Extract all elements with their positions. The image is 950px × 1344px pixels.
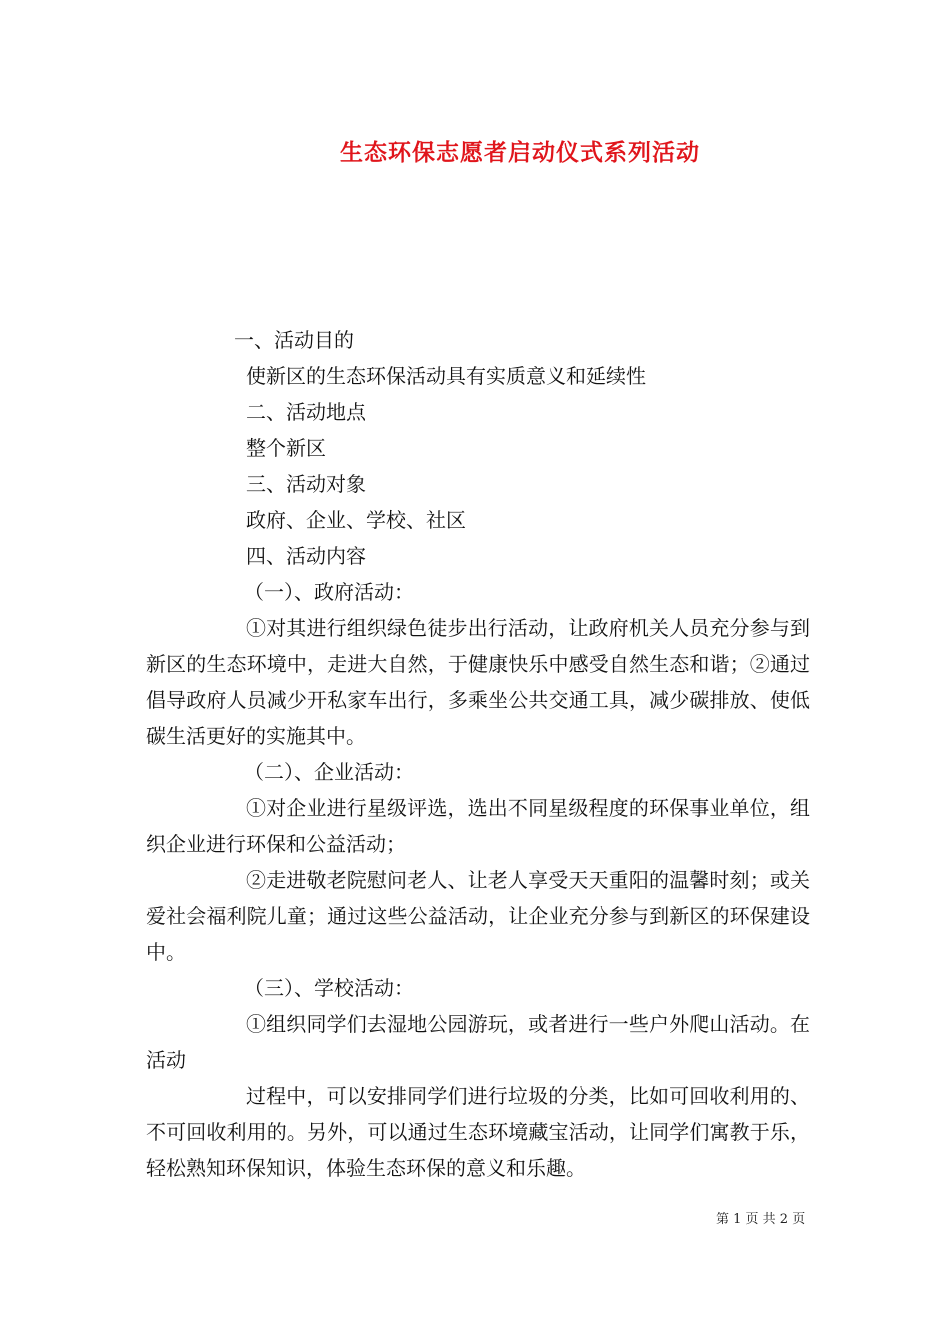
document-title: 生态环保志愿者启动仪式系列活动	[340, 139, 700, 166]
section-heading-content: 四、活动内容	[246, 544, 366, 568]
subsection-heading-school: （三）、学校活动：	[244, 976, 414, 1000]
subsection-heading-government: （一）、政府活动：	[244, 580, 414, 604]
section-heading-audience: 三、活动对象	[246, 472, 366, 496]
page-number-footer: 第 1 页 共 2 页	[716, 1212, 806, 1227]
paragraph-enterprise-2: ②走进敬老院慰问老人、让老人享受天天重阳的温馨时刻；或关爱社会福利院儿童；通过这些公益活动，让企业充分参与到新区的环保建设中。	[146, 868, 810, 964]
document-body	[146, 322, 810, 1186]
subsection-heading-enterprise: （二）、企业活动：	[244, 760, 414, 784]
section-heading-purpose: 一、活动目的	[234, 328, 354, 352]
section-text-purpose: 使新区的生态环保活动具有实质意义和延续性	[246, 364, 646, 388]
section-heading-location: 二、活动地点	[246, 400, 366, 424]
paragraph-school-2: 过程中，可以安排同学们进行垃圾的分类，比如可回收利用的、不可回收利用的。另外，可以通过生态环境藏宝活动，让同学们寓教于乐，轻松熟知环保知识，体验生态环保的意义和乐趣。	[146, 1084, 810, 1180]
paragraph-enterprise-1: ①对企业进行星级评选，选出不同星级程度的环保事业单位，组织企业进行环保和公益活动；	[146, 796, 810, 856]
section-text-audience: 政府、企业、学校、社区	[246, 508, 466, 532]
paragraph-school-1: ①组织同学们去湿地公园游玩，或者进行一些户外爬山活动。在活动	[146, 1012, 810, 1072]
paragraph-government: ①对其进行组织绿色徒步出行活动，让政府机关人员充分参与到新区的生态环境中，走进大自然，于健康快乐中感受自然生态和谐；②通过倡导政府人员减少开私家车出行，多乘坐公共交通工具，减少碳排放、使低碳生活更好的实施其中。	[146, 616, 810, 748]
section-text-location: 整个新区	[246, 436, 326, 460]
